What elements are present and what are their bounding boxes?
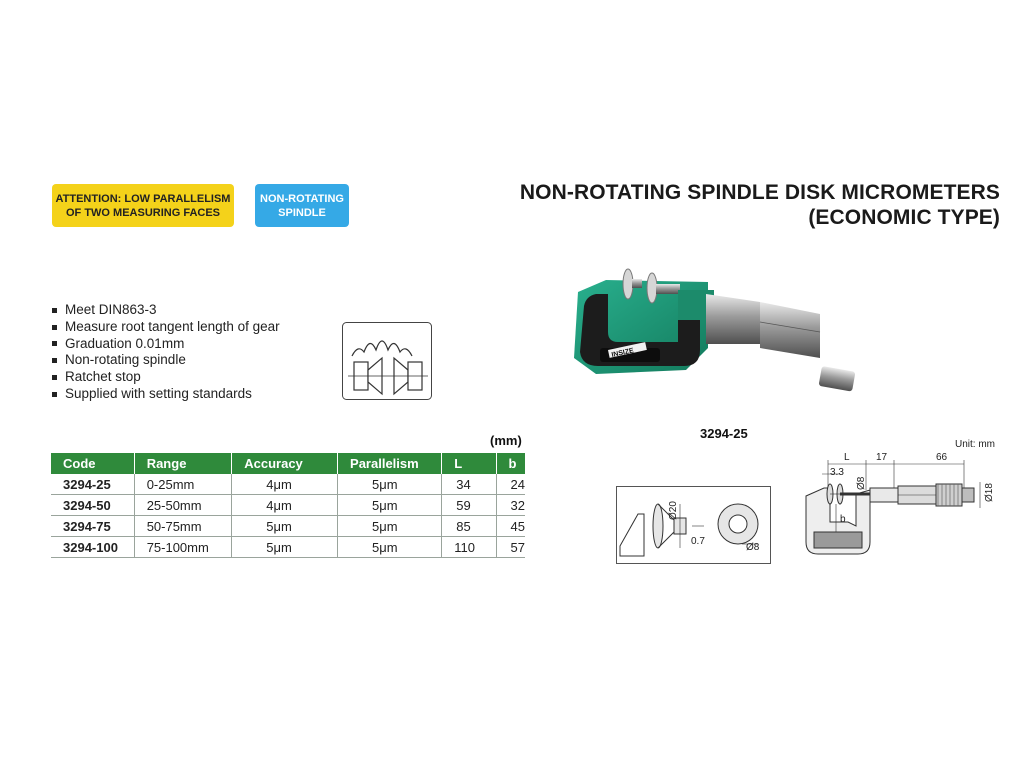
table-unit-label: (mm) — [490, 433, 522, 448]
page-title — [520, 180, 1000, 230]
dim-o8: Ø8 — [856, 476, 867, 490]
attention-badge-line1: ATTENTION: LOW PARALLELISM — [55, 192, 231, 205]
feature-item: Non-rotating spindle — [52, 352, 280, 369]
dim-0-7: 0.7 — [691, 536, 705, 547]
attention-badge — [52, 184, 234, 227]
col-header-l: L — [442, 453, 496, 474]
feature-item: Meet DIN863-3 — [52, 302, 280, 319]
col-header-range: Range — [134, 453, 232, 474]
col-header-code: Code — [51, 453, 134, 474]
table-row: 3294-50 25-50mm 4μm 5μm 59 32 — [51, 495, 525, 516]
feature-item: Measure root tangent length of gear — [52, 319, 280, 336]
dim-17: 17 — [876, 452, 888, 463]
bullet-square-icon — [52, 375, 57, 380]
table-header-row — [51, 453, 525, 474]
col-header-parallelism: Parallelism — [338, 453, 442, 474]
feature-item: Ratchet stop — [52, 369, 280, 386]
bullet-square-icon — [52, 358, 57, 363]
feature-item: Graduation 0.01mm — [52, 336, 280, 353]
table-row: 3294-100 75-100mm 5μm 5μm 110 57 — [51, 537, 525, 558]
gear-measurement-diagram — [342, 322, 432, 400]
drawing-unit-label: Unit: mm — [955, 439, 995, 450]
dim-b: b — [840, 514, 846, 525]
page-title-line2: (ECONOMIC TYPE) — [808, 206, 1000, 229]
product-model-label: 3294-25 — [700, 426, 748, 441]
non-rotating-badge-line2: SPINDLE — [278, 206, 326, 219]
bullet-square-icon — [52, 392, 57, 397]
feature-list — [52, 302, 280, 403]
table-row: 3294-25 0-25mm 4μm 5μm 34 24 — [51, 474, 525, 495]
bullet-square-icon — [52, 341, 57, 346]
bullet-square-icon — [52, 308, 57, 313]
dim-o18: Ø18 — [984, 483, 995, 502]
table-row: 3294-75 50-75mm 5μm 5μm 85 45 — [51, 516, 525, 537]
frame-brand-text: INSIZE — [610, 347, 635, 359]
disk-detail-drawing — [616, 486, 771, 564]
spec-table — [51, 453, 525, 558]
bullet-square-icon — [52, 325, 57, 330]
feature-item: Supplied with setting standards — [52, 386, 280, 403]
dim-l: L — [844, 452, 850, 463]
non-rotating-badge — [255, 184, 349, 227]
col-header-b: b — [496, 453, 525, 474]
micrometer-product-image — [560, 262, 870, 398]
page-title-line1: NON-ROTATING SPINDLE DISK MICROMETERS — [519, 181, 1000, 204]
dimension-drawing — [800, 450, 1000, 562]
dim-3-3: 3.3 — [830, 467, 844, 478]
dim-o20: Ø20 — [668, 501, 679, 520]
dim-66: 66 — [936, 452, 948, 463]
col-header-accuracy: Accuracy — [232, 453, 338, 474]
attention-badge-line2: OF TWO MEASURING FACES — [66, 206, 220, 219]
non-rotating-badge-line1: NON-ROTATING — [260, 192, 344, 205]
dim-o8-disk: Ø8 — [746, 542, 760, 553]
